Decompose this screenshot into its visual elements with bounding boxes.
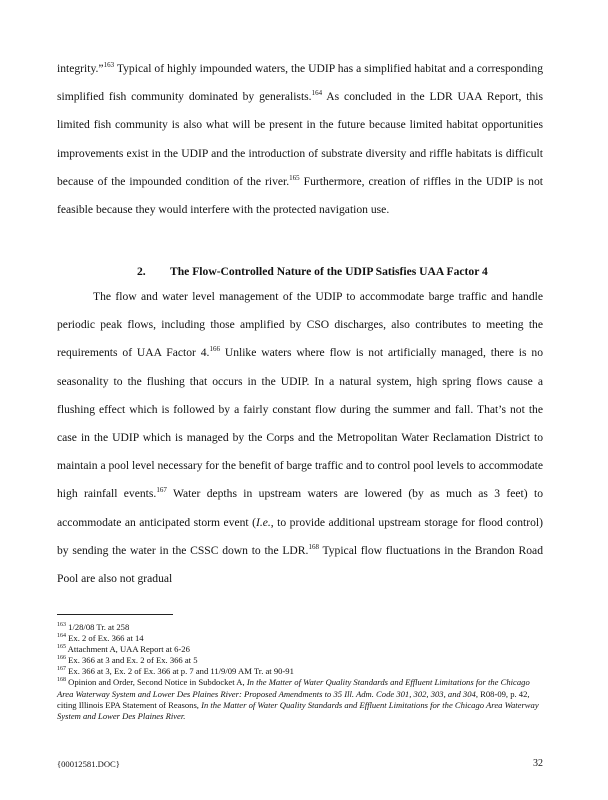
footnote-ref-165: 165: [289, 173, 300, 182]
text-run: Typical flow fluctuations in the Brandon Road Pool are also not gradual: [57, 543, 543, 586]
italic-abbrev: I.e.: [255, 515, 271, 529]
footnote-text: Ex. 366 at 3, Ex. 2 of Ex. 366 at p. 7 and 11/9/09 AM Tr. at 90-91: [66, 666, 294, 677]
footnote-ref-166: 166: [209, 345, 220, 354]
text-run: Furthermore, creation of riffles in the UDIP is not feasible because they would interfere with the protected navigation use.: [57, 174, 543, 217]
footnote-ref-164: 164: [311, 89, 323, 98]
footnote-166: [57, 655, 543, 666]
footnote-separator: [57, 614, 173, 615]
footnote-163: [57, 622, 543, 633]
footnote-number: 165: [57, 644, 66, 651]
page-number: 32: [533, 758, 543, 769]
footnote-ref-163: 163: [103, 61, 115, 70]
text-run: Unlike waters where flow is not artificially managed, there is no seasonality to the flushing that occurs in the UDIP. In a natural system, high spring flows cause a flushing effect which is followed by a fairly constant flow during the summer and fall. That’s not the case in the UDIP which is managed by the Corps and the Metropolitan Water Reclamation District to maintain a pool level necessary for the benefit of barge traffic and to control pool levels to accommodate high rainfall events.: [57, 346, 544, 501]
body-paragraph-2: [57, 283, 543, 593]
footnote-ref-168: 168: [308, 542, 319, 551]
footnote-167: [57, 666, 543, 677]
text-run: As concluded in the LDR UAA Report, this limited fish community is also what will be present in the future because limited habitat opportunities improvements exist in the UDIP and the introduction of substrate diversity and riffle habitats is difficult because of the impounded condition of the river.: [57, 90, 543, 188]
footnote-citation-title: In the Matter of Water Quality Standards and Effluent Limitations for the Chicago Area Waterway System and Lower Des Plaines River.: [57, 699, 539, 721]
text-run: The flow and water level management of the UDIP to accommodate barge traffic and handle periodic peak flows, including those amplified by CSO discharges, also contributes to meeting the requirements of UAA Factor 4.: [57, 290, 543, 360]
footnote-text: Attachment A, UAA Report at 6-26: [66, 644, 190, 655]
footnote-text: Ex. 366 at 3 and Ex. 2 of Ex. 366 at 5: [66, 655, 198, 666]
footnote-number: 168: [57, 677, 66, 684]
text-run: , to provide additional upstream storage for flood control) by sending the water in the CSSC down to the LDR.: [57, 515, 543, 557]
footnote-text: 1/28/08 Tr. at 258: [66, 622, 130, 632]
footnote-citation-title: In the Matter of Water Quality Standards and Effluent Limitations for the Chicago Area Waterway System and Lower Des Plaines River: Proposed Amendments to 35 Ill. Adm. Code 301, 302, 303, and 304: [57, 677, 530, 699]
text-run: Typical of highly impounded waters, the UDIP has a simplified habitat and a corresponding simplified fish community dominated by generalists.: [57, 62, 543, 104]
footnote-164: [57, 633, 543, 644]
footnote-text: Ex. 2 of Ex. 366 at 14: [66, 633, 144, 644]
section-title: The Flow-Controlled Nature of the UDIP Satisfies UAA Factor 4: [170, 265, 488, 278]
footnote-ref-167: 167: [156, 486, 167, 495]
footnote-165: [57, 644, 543, 655]
text-run: integrity.”: [57, 62, 104, 75]
section-number: 2.: [137, 265, 146, 278]
footnote-text: Opinion and Order, Second Notice in Subdocket A,: [66, 677, 247, 688]
footnote-text: , R08-09, p. 42, citing Illinois EPA Statement of Reasons,: [57, 688, 530, 710]
footnote-168: [57, 677, 543, 721]
footnote-number: 164: [57, 633, 66, 640]
document-id: {00012581.DOC}: [57, 759, 120, 769]
footnote-number: 166: [57, 655, 66, 662]
footnote-number: 163: [57, 622, 66, 629]
footnotes: [57, 622, 543, 722]
text-run: Water depths in upstream waters are lowered (by as much as 3 feet) to accommodate an anticipated storm event (: [57, 487, 543, 529]
body-paragraph-1: [57, 55, 543, 224]
footnote-number: 167: [57, 666, 66, 673]
